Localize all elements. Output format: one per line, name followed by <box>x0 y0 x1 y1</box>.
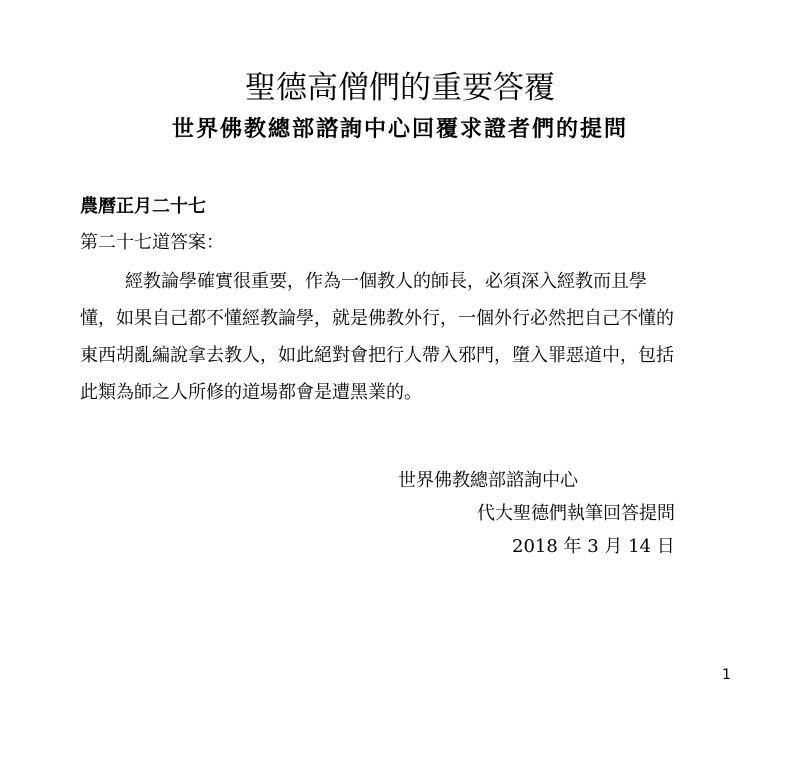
body-line: 東西胡亂編說拿去教人，如此絕對會把行人帶入邪門，墮入罪惡道中，包括 <box>80 345 674 366</box>
lunar-date-heading: 農曆正月二十七 <box>80 196 206 217</box>
body-line: 經教論學確實很重要，作為一個教人的師長，必須深入經教而且學 <box>125 271 647 292</box>
signature-date: 2018 年 3 月 14 日 <box>512 536 675 557</box>
document-title: 聖德高僧們的重要答覆 <box>245 70 555 106</box>
page-number: 1 <box>722 667 731 683</box>
answer-body <box>80 263 730 411</box>
body-line: 懂，如果自己都不懂經教論學，就是佛教外行，一個外行必然把自己不懂的 <box>80 308 674 329</box>
signature-organization: 世界佛教總部諮詢中心 <box>398 470 578 491</box>
document-subtitle: 世界佛教總部諮詢中心回覆求證者們的提問 <box>171 116 628 142</box>
answer-label: 第二十七道答案： <box>80 232 224 253</box>
signature-role: 代大聖德們執筆回答提問 <box>477 503 675 524</box>
body-line: 此類為師之人所修的道場都會是遭黑業的。 <box>80 382 422 403</box>
